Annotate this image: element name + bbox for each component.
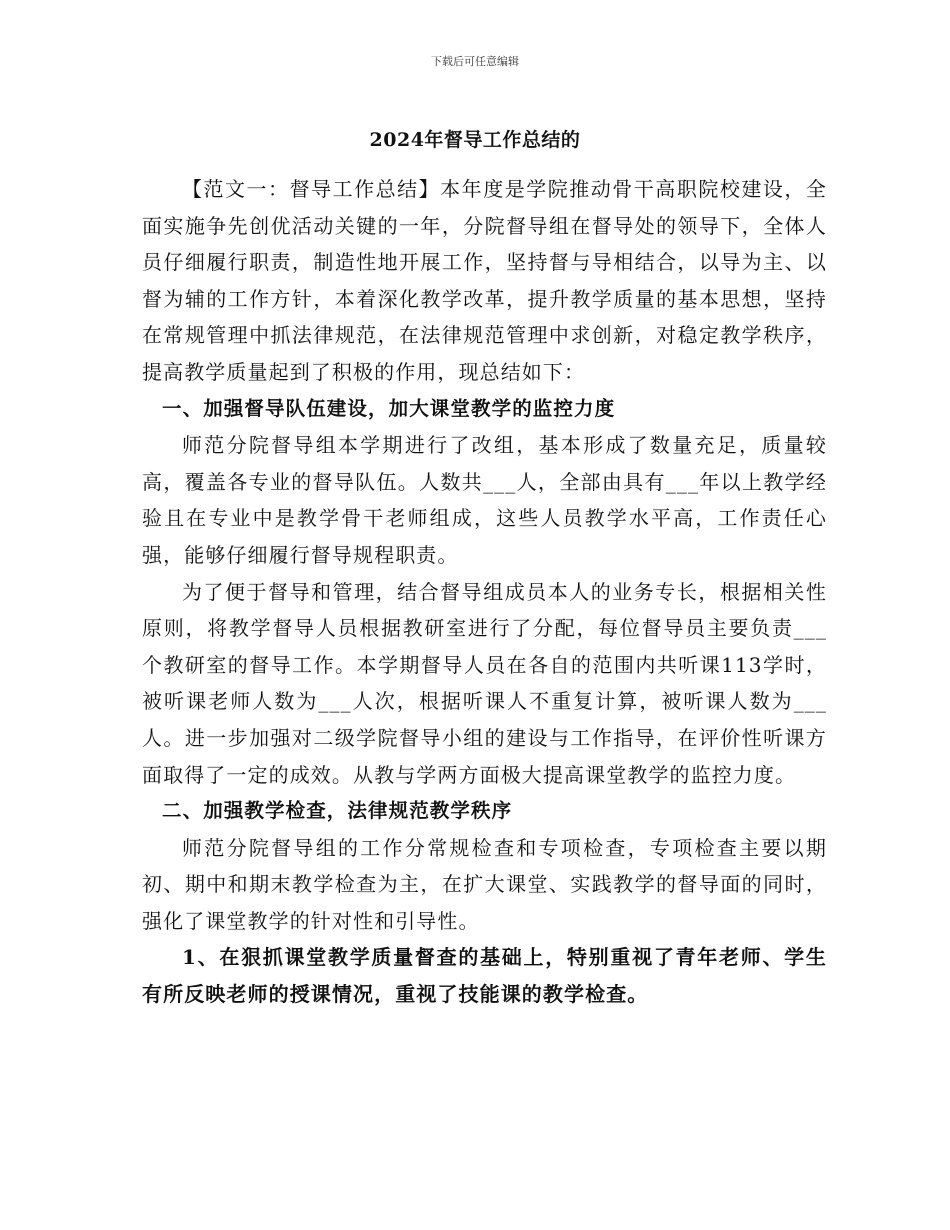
document-title: 2024年督导工作总结的 (369, 129, 581, 151)
section-heading-1: 一、加强督导队伍建设，加大课堂教学的监控力度 (162, 396, 616, 420)
body-paragraph: 为了便于督导和管理，结合督导组成员本人的业务专长，根据相关性原则，将教学督导人员根据教研室进行了分配，每位督导员主要负责___个教研室的督导工作。本学期督导人员在各自的范围内共听课113学时，被听课老师人数为___人次，根据听课人不重复计算，被听课人数为___人。进一步加强对二级学院督导小组的建设与工作指导，在评价性听课方面取得了一定的成效。从教与学两方面极大提高课堂教学的监控力度。 (142, 579, 827, 787)
bold-subheading-paragraph: 1、在狠抓课堂教学质量督查的基础上，特别重视了青年老师、学生有所反映老师的授课情况，重视了技能课的教学检查。 (142, 945, 827, 1007)
intro-paragraph: 【范文一：督导工作总结】本年度是学院推动骨干高职院校建设，全面实施争先创优活动关键的一年，分院督导组在督导处的领导下，全体人员仔细履行职责，制造性地开展工作，坚持督与导相结合，以导为主、以督为辅的工作方针，本着深化教学改革，提升教学质量的基本思想，坚持在常规管理中抓法律规范，在法律规范管理中求创新，对稳定教学秩序，提高教学质量起到了积极的作用，现总结如下： (142, 177, 827, 384)
page-header-note: 下载后可任意编辑 (431, 55, 519, 68)
section-heading-2: 二、加强教学检查，法律规范教学秩序 (162, 799, 513, 823)
body-paragraph: 师范分院督导组的工作分常规检查和专项检查，专项检查主要以期初、期中和期末教学检查为主，在扩大课堂、实践教学的督导面的同时，强化了课堂教学的针对性和引导性。 (142, 835, 827, 933)
document-body (142, 171, 827, 1013)
body-paragraph: 师范分院督导组本学期进行了改组，基本形成了数量充足，质量较高，覆盖各专业的督导队伍。人数共___人，全部由具有___年以上教学经验且在专业中是教学骨干老师组成，这些人员教学水平高，工作责任心强，能够仔细履行督导规程职责。 (142, 433, 827, 567)
